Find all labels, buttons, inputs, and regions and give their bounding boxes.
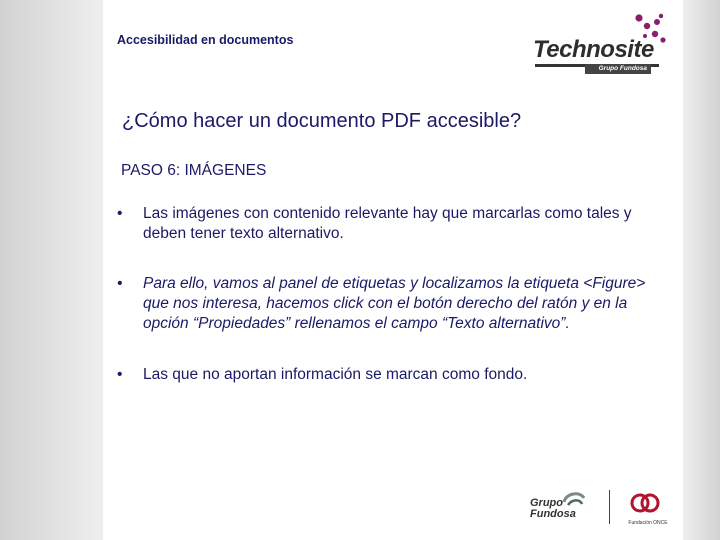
list-item xyxy=(117,365,657,385)
logo-tagline: Grupo Fundosa xyxy=(585,64,651,74)
step-title: PASO 6: IMÁGENES xyxy=(121,162,267,179)
fundosa-line-2: Fundosa xyxy=(530,508,576,520)
bullet-emphasis: texto alternativo xyxy=(230,225,340,242)
fundosa-line-1: Grupo xyxy=(530,497,563,509)
header-title: Accesibilidad en documentos xyxy=(117,33,294,47)
fundacion-once-logo xyxy=(620,488,672,530)
bullet-text-part: con contenido xyxy=(239,205,345,222)
bullet-text-part: . xyxy=(339,225,344,242)
footer-divider xyxy=(609,490,610,524)
list-item xyxy=(117,274,657,334)
main-title: ¿Cómo hacer un documento PDF accesible? xyxy=(122,110,522,132)
fundosa-text xyxy=(530,498,576,520)
bullet-list xyxy=(117,204,657,385)
bullet-dot: • xyxy=(117,366,123,383)
technosite-wordmark: Technosite xyxy=(533,36,654,63)
left-margin xyxy=(0,0,103,540)
grupo-fundosa-logo xyxy=(530,490,592,526)
right-margin xyxy=(683,0,720,540)
once-rings-icon xyxy=(630,488,660,518)
bullet-dot: • xyxy=(117,205,123,222)
bullet-emphasis: relevante xyxy=(344,205,409,222)
technosite-logo xyxy=(533,12,673,72)
bullet-text-part: hay que marcarlas como tales y deben tener xyxy=(143,205,632,242)
bullet-dot: • xyxy=(117,275,123,292)
bullet-text: Para ello, vamos al panel de etiquetas y localizamos la etiqueta <Figure> que nos interesa, hacemos click con el botón derecho del ratón y en la opción “Propiedades” rellenamos el campo “Texto alternativo”. xyxy=(143,275,646,332)
bullet-text-part: Las xyxy=(143,205,173,222)
list-item xyxy=(117,204,657,244)
once-label: Fundación ONCE xyxy=(628,520,668,526)
slide xyxy=(103,0,683,540)
bullet-text: Las que no aportan información se marcan como fondo. xyxy=(143,366,528,383)
bullet-emphasis: imágenes xyxy=(172,205,240,222)
